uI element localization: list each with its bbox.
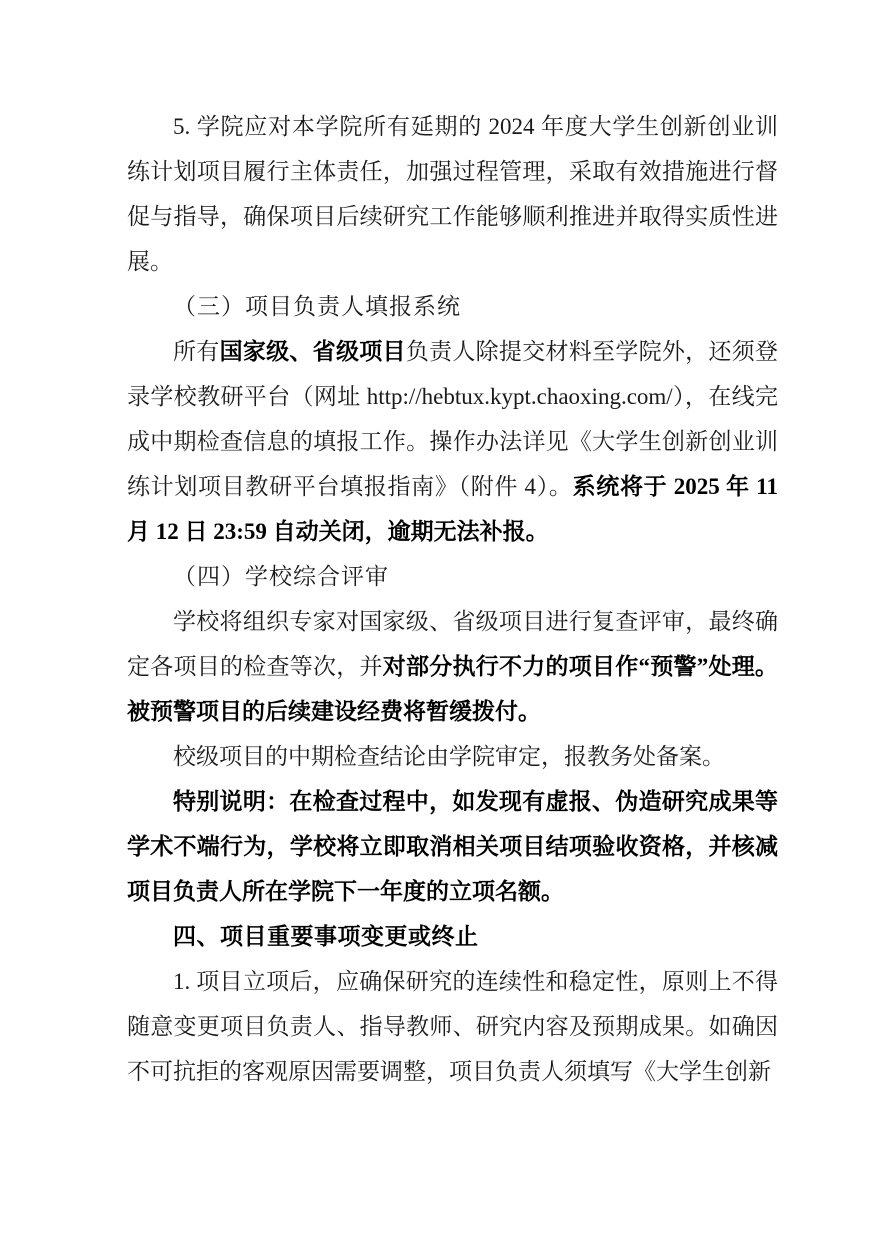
text-run: 四、项目重要事项变更或终止 (173, 923, 479, 949)
text-run: 所有 (173, 339, 220, 364)
text-run: 特别说明：在检查过程中，如发现有虚报、伪造研究成果等学术不端行为，学校将立即取消相关项目结项验收资格，并核减项目负责人所在学院下一年度的立项名额。 (127, 789, 778, 904)
paragraph (127, 599, 778, 734)
paragraph (127, 329, 778, 554)
subheading-kaiti (127, 284, 778, 329)
text-run: 校级项目的中期检查结论由学院审定，报教务处备案。 (173, 744, 725, 769)
text-run: （四）学校综合评审 (173, 564, 389, 589)
paragraph (127, 104, 778, 284)
text-run: 对部分执行不力的项目作“预警”处理。被预警项目的后续建设经费将暂缓拨付。 (127, 654, 778, 724)
paragraph (127, 734, 778, 779)
text-run: 1. 项目立项后，应确保研究的连续性和稳定性，原则上不得随意变更项目负责人、指导教师、研究内容及预期成果。如确因不可抗拒的客观原因需要调整，项目负责人须填写《大学生创新 (127, 969, 778, 1084)
subheading-kaiti (127, 554, 778, 599)
document-body (127, 104, 778, 1094)
paragraph (127, 959, 778, 1094)
text-run: （三）项目负责人填报系统 (173, 294, 461, 319)
text-run: 5. 学院应对本学院所有延期的 2024 年度大学生创新创业训练计划项目履行主体责任，加强过程管理，采取有效措施进行督促与指导，确保项目后续研究工作能够顺利推进并取得实质性进展。 (127, 114, 778, 274)
heading-hei (127, 914, 778, 959)
text-run: 国家级、省级项目 (219, 339, 406, 364)
text-run: 负责人除提交材料至学院外，还须登录学校教研平台（网址 http://hebtux.kypt.chaoxing.com/），在线完成中期检查信息的填报工作。操作办法详见《大学生创新创业训练计划项目教研平台填报指南》（附件 4）。 (127, 339, 779, 499)
paragraph (127, 779, 778, 914)
text-run: 学校将组织专家对国家级、省级项目进行复查评审，最终确定各项目的检查等次，并 (127, 609, 778, 679)
text-run: 系统将于 2025 年 11 月 12 日 23:59 自动关闭，逾期无法补报。 (127, 474, 779, 544)
